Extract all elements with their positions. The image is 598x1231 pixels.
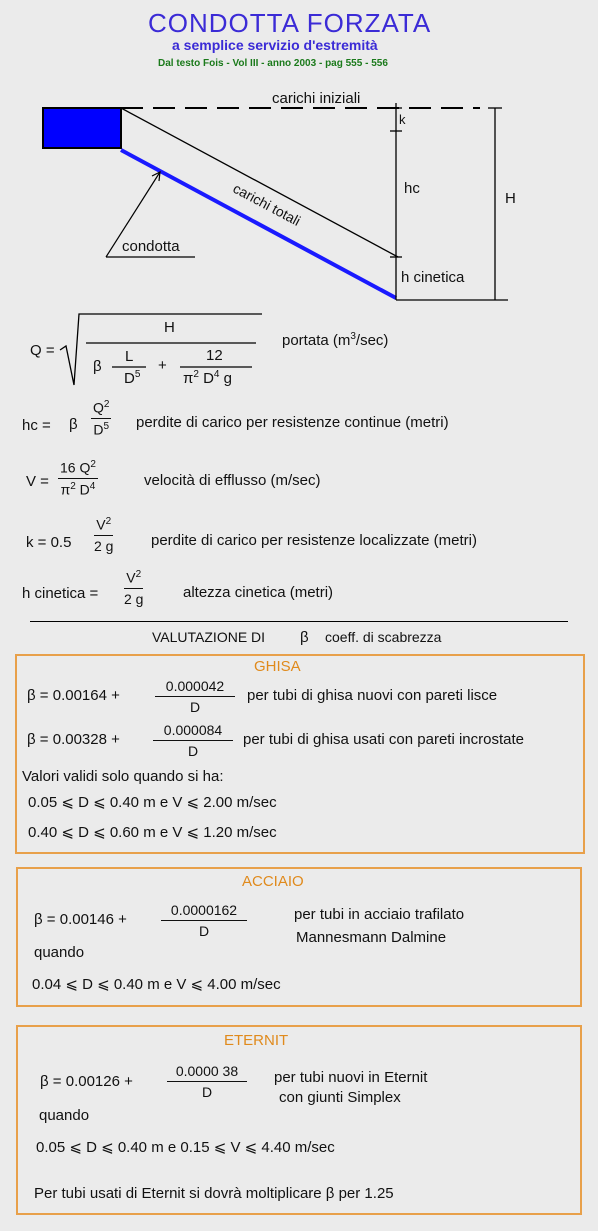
hc-description: perdite di carico per resistenze continue (metri) [136, 414, 449, 431]
k-description: perdite di carico per resistenze localizzate (metri) [151, 532, 477, 549]
acciaio-desc1: per tubi in acciaio trafilato [294, 906, 465, 923]
hc-fraction: $\frac{Q^2}{D^5}$ [93, 399, 110, 438]
eternit-desc2: con giunti Simplex [279, 1089, 401, 1106]
q-12: 12 [206, 347, 223, 364]
v-fraction: $\frac{16 Q^2}{\pi^2 D^4}$ [60, 459, 96, 498]
label-H: H [505, 190, 516, 207]
acciaio-range: 0.04 ⩽ D ⩽ 0.40 m e V ⩽ 4.00 m/sec [32, 976, 281, 993]
q-L: L [125, 348, 134, 365]
ghisa-row1-desc: per tubi di ghisa nuovi con pareti lisce [247, 687, 498, 704]
acciaio-quando: quando [34, 944, 85, 961]
penstock-diagram [0, 0, 598, 320]
label-h-cinetica: h cinetica [401, 269, 465, 286]
valutazione-desc: coeff. di scabrezza [325, 629, 442, 645]
eternit-quando: quando [39, 1107, 90, 1124]
hc-lhs: hc = [22, 417, 51, 434]
acciaio-desc2: Mannesmann Dalmine [296, 929, 447, 946]
hcin-fraction: $\frac{V^2}{2 g}$ [124, 569, 144, 607]
ghisa-row2-fraction: $\frac{0.000084}{D}$ [153, 722, 233, 759]
k-fraction: $\frac{V^2}{2 g}$ [94, 516, 114, 554]
page-title: CONDOTTA FORZATA [148, 8, 432, 38]
q-D5: $D^5$ [124, 369, 141, 387]
ghisa-range2: 0.40 ⩽ D ⩽ 0.60 m e V ⩽ 1.20 m/sec [28, 824, 277, 841]
acciaio-row-lhs: β = 0.00146 + [34, 911, 127, 928]
valutazione-beta: β [300, 629, 309, 646]
v-description: velocità di efflusso (m/sec) [144, 472, 321, 489]
label-carichi-totali: carichi totali [230, 180, 304, 229]
ghisa-title: GHISA [254, 658, 301, 675]
ghisa-row2-desc: per tubi di ghisa usati con pareti incrostate [243, 731, 524, 748]
reservoir [43, 108, 121, 148]
eternit-range: 0.05 ⩽ D ⩽ 0.40 m e 0.15 ⩽ V ⩽ 4.40 m/sec [36, 1139, 335, 1156]
eternit-fraction: $\frac{0.0000 38}{D}$ [167, 1063, 247, 1100]
q-lhs: Q = [30, 342, 55, 359]
valutazione-label: VALUTAZIONE DI [152, 629, 266, 645]
k-lhs: k = 0.5 [26, 534, 72, 551]
eternit-note: Per tubi usati di Eternit si dovrà moltiplicare β per 1.25 [34, 1185, 394, 1202]
ghisa-range1: 0.05 ⩽ D ⩽ 0.40 m e V ⩽ 2.00 m/sec [28, 794, 277, 811]
q-plus: + [158, 357, 167, 374]
ghisa-row1-fraction: $\frac{0.000042}{D}$ [155, 678, 235, 715]
label-k: k [399, 112, 406, 127]
carichi-totali-line [121, 108, 398, 257]
eternit-row-lhs: β = 0.00126 + [40, 1073, 133, 1090]
hcin-description: altezza cinetica (metri) [183, 584, 334, 601]
acciaio-title: ACCIAIO [242, 873, 304, 890]
acciaio-fraction: $\frac{0.0000162}{D}$ [161, 902, 247, 939]
label-carichi-iniziali: carichi iniziali [272, 90, 361, 107]
ghisa-row1-lhs: β = 0.00164 + [27, 687, 120, 704]
q-beta: β [93, 358, 102, 375]
label-condotta: condotta [122, 238, 180, 255]
hcin-lhs: h cinetica = [22, 585, 99, 602]
eternit-desc1: per tubi nuovi in Eternit [274, 1069, 428, 1086]
q-pi2-D4-g: $\pi^2$ $D^4$ g [183, 369, 232, 387]
label-hc: hc [404, 180, 420, 197]
q-numerator: H [164, 319, 175, 336]
hc-beta: β [69, 416, 78, 433]
ghisa-valid-note: Valori validi solo quando si ha: [22, 768, 224, 785]
condotta-line [121, 150, 396, 298]
separator-line [30, 621, 568, 622]
ghisa-row2-lhs: β = 0.00328 + [27, 731, 120, 748]
v-lhs: V = [26, 473, 49, 490]
q-description: portata $(m^3/\sec)$ [282, 331, 389, 349]
eternit-title: ETERNIT [224, 1032, 289, 1049]
page-subtitle: a semplice servizio d'estremità [172, 37, 378, 53]
source-reference: Dal testo Fois - Vol III - anno 2003 - pag 555 - 556 [158, 58, 388, 69]
